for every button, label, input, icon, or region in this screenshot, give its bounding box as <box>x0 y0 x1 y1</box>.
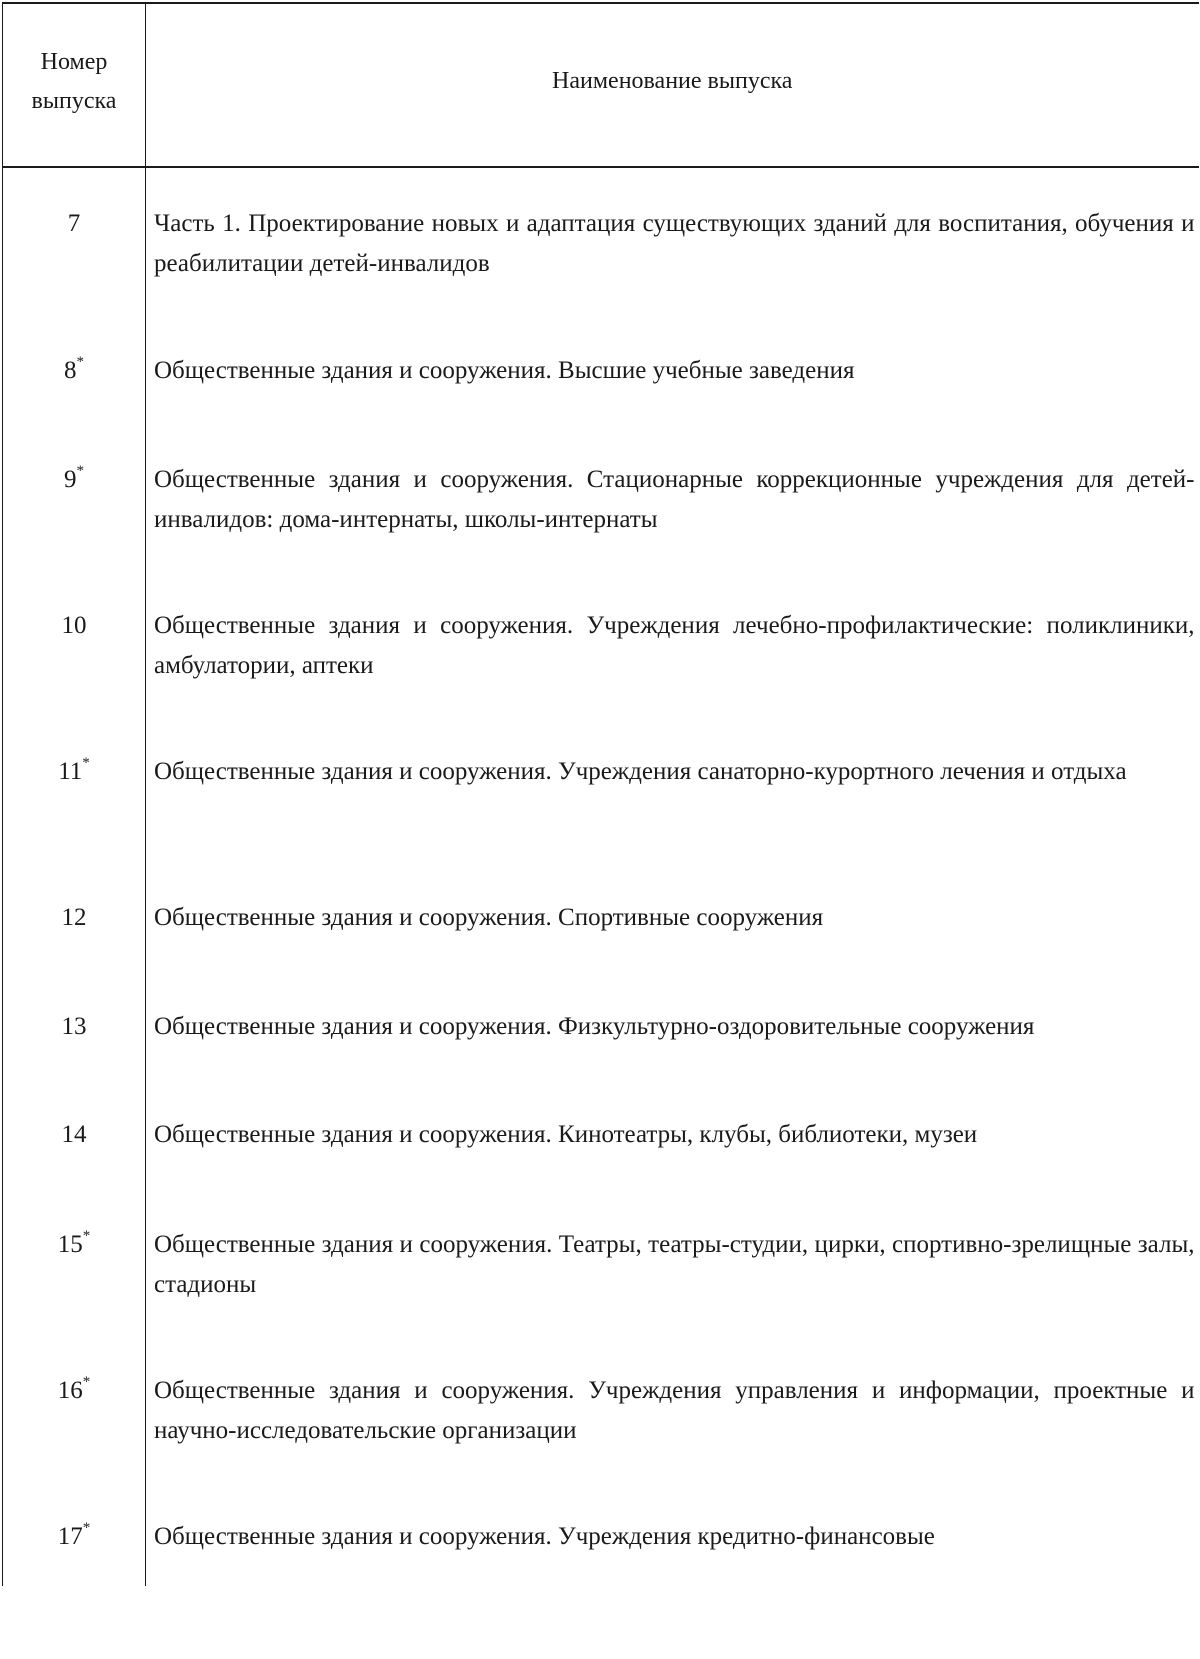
header-name-cell <box>146 3 1199 167</box>
issue-number: 15 <box>57 1231 83 1258</box>
issue-number-cell <box>3 1188 146 1334</box>
header-name-label: Наименование выпуска <box>552 67 793 94</box>
issue-number: 14 <box>61 1121 87 1148</box>
issue-name: Общественные здания и сооружения. Учреждения лечебно-профилактические: поликлиники, амбулатории, аптеки <box>154 612 1195 679</box>
issue-name: Общественные здания и сооружения. Физкультурно-оздоровительные сооружения <box>154 1013 1035 1040</box>
issue-number: 9 <box>64 466 77 493</box>
issue-number-cell <box>3 423 146 569</box>
issue-name: Общественные здания и сооружения. Спортивные сооружения <box>154 904 824 931</box>
issue-number-cell <box>3 1079 146 1188</box>
issue-name-cell <box>146 861 1199 970</box>
issue-name-cell <box>146 423 1199 569</box>
issue-number: 12 <box>61 904 87 931</box>
issues-table <box>2 2 1199 1586</box>
issue-number-cell <box>3 167 146 314</box>
table-row <box>3 423 1199 569</box>
issue-number-cell <box>3 970 146 1079</box>
issue-name-cell <box>146 1079 1199 1188</box>
issue-name-cell <box>146 715 1199 861</box>
issue-name-cell <box>146 970 1199 1079</box>
issue-name: Общественные здания и сооружения. Учреждения кредитно-финансовые <box>154 1523 935 1550</box>
table-row <box>3 715 1199 861</box>
issue-number-cell <box>3 1334 146 1480</box>
issue-name-cell <box>146 1480 1199 1586</box>
issue-name-cell <box>146 1188 1199 1334</box>
table-row <box>3 1334 1199 1480</box>
issue-name: Общественные здания и сооружения. Стационарные коррекционные учреждения для детей-инвалидов: дома-интернаты, школы-интернаты <box>154 466 1195 533</box>
footnote-mark: * <box>82 754 90 771</box>
table-header <box>3 3 1199 167</box>
issue-number: 7 <box>67 210 81 237</box>
issue-name: Общественные здания и сооружения. Высшие учебные заведения <box>154 357 855 384</box>
issue-number: 10 <box>61 612 87 639</box>
footnote-mark: * <box>82 1519 91 1536</box>
issue-number-cell <box>3 569 146 715</box>
footnote-mark: * <box>76 353 84 370</box>
issue-number-cell <box>3 314 146 423</box>
table-row <box>3 861 1199 970</box>
issue-name-cell <box>146 569 1199 715</box>
table-row <box>3 1480 1199 1586</box>
table-row <box>3 1188 1199 1334</box>
issue-name: Часть 1. Проектирование новых и адаптация существующих зданий для воспитания, обучения и реабилитации детей-инвалидов <box>154 210 1195 277</box>
issue-number: 8 <box>64 357 77 384</box>
issue-name-cell <box>146 1334 1199 1480</box>
header-number-cell <box>3 3 146 167</box>
issue-name: Общественные здания и сооружения. Учреждения санаторно-курортного лечения и отдыха <box>154 758 1127 785</box>
table-body <box>3 167 1199 1586</box>
issue-number-cell <box>3 715 146 861</box>
issue-number: 11 <box>58 758 83 785</box>
issue-number-cell <box>3 861 146 970</box>
issue-name: Общественные здания и сооружения. Кинотеатры, клубы, библиотеки, музеи <box>154 1121 978 1148</box>
table-row <box>3 314 1199 423</box>
issue-name: Общественные здания и сооружения. Театры, театры-студии, цирки, спортивно-зрелищные залы, стадионы <box>154 1231 1195 1298</box>
table-row <box>3 569 1199 715</box>
issue-number: 13 <box>61 1013 87 1040</box>
header-number-label: Номер выпуска <box>31 49 117 114</box>
table-row <box>3 970 1199 1079</box>
issue-number: 16 <box>57 1377 83 1404</box>
footnote-mark: * <box>76 462 84 479</box>
issue-name: Общественные здания и сооружения. Учреждения управления и информации, проектные и научно-исследовательские организации <box>154 1377 1195 1444</box>
issue-number-cell <box>3 1480 146 1586</box>
table-row <box>3 167 1199 314</box>
issue-name-cell <box>146 167 1199 314</box>
footnote-mark: * <box>82 1373 91 1390</box>
issue-number: 17 <box>57 1523 83 1550</box>
footnote-mark: * <box>82 1227 91 1244</box>
table-row <box>3 1079 1199 1188</box>
issue-name-cell <box>146 314 1199 423</box>
